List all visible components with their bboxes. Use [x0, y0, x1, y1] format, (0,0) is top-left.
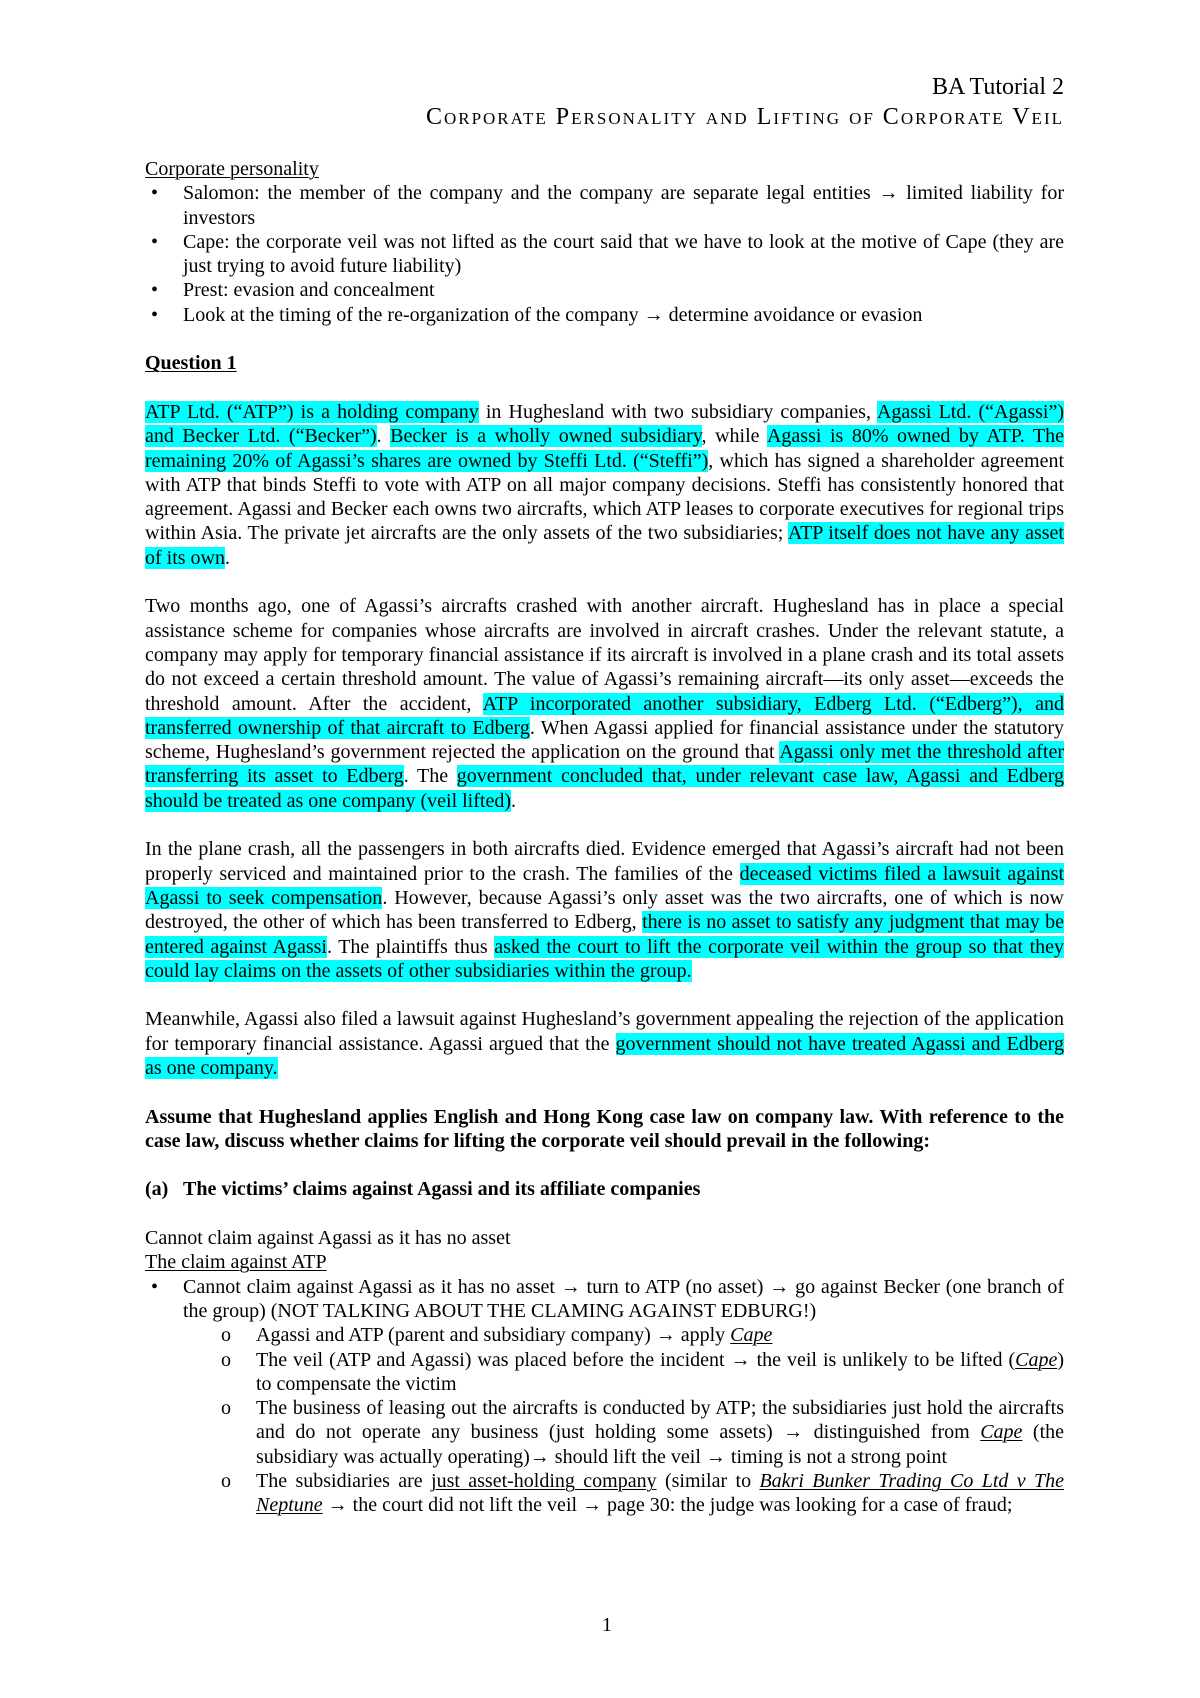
- bullet-item-prest: [145, 278, 1064, 302]
- highlighted-text: Agassi only met the threshold after transferring its asset to Edberg: [145, 741, 1064, 788]
- highlighted-text: government should not have treated Agassi and Edberg as one company.: [145, 1032, 1064, 1079]
- question-paragraph-3: [145, 837, 1064, 983]
- paragraph-text: .: [225, 546, 230, 569]
- page-number: 1: [602, 1614, 612, 1636]
- question-task: Assume that Hughesland applies English and Hong Kong case law on company law. With reference to the case law, discuss whether claims for lifting the corporate veil should prevail in the following:: [145, 1105, 1064, 1152]
- case-name: Cape: [1015, 1348, 1058, 1371]
- highlighted-text: there is no asset to satisfy any judgment that may be entered against Agassi: [145, 911, 1065, 958]
- underlined-phrase: just asset-holding company: [431, 1470, 657, 1493]
- document-header: [145, 73, 1064, 131]
- paragraph-text: . The plaintiffs thus: [327, 935, 495, 958]
- sub-point-text: ) to compensate the victim: [256, 1348, 1064, 1395]
- part-a-heading-text: The victims’ claims against Agassi and its affiliate companies: [183, 1178, 701, 1201]
- bullet-marker: •: [151, 182, 159, 205]
- bullet-text: Look at the timing of the re-organization of the company → determine avoidance or evasion: [183, 303, 923, 326]
- sub-point-text: The veil (ATP and Agassi) was placed before the incident → the veil is unlikely to be lifted (: [256, 1348, 1016, 1371]
- bullet-item-cape: [145, 230, 1064, 279]
- sub-bullet-marker: o: [221, 1348, 231, 1371]
- paragraph-text: . The: [403, 765, 457, 788]
- paragraph-text: Meanwhile, Agassi also filed a lawsuit against Hughesland’s government appealing the rejection of the application for temporary financial assistance. Agassi argued that the: [145, 1008, 1064, 1055]
- paragraph-text: .: [376, 425, 391, 448]
- sub-point-text: The business of leasing out the aircrafts is conducted by ATP; the subsidiaries just hold the aircrafts and do not operate any business (just holding some assets) → distinguished from: [256, 1397, 1064, 1444]
- bullet-text: Prest: evasion and concealment: [183, 279, 435, 302]
- section-heading-text: Corporate personality: [145, 158, 319, 180]
- sub-bullet-marker: o: [221, 1324, 231, 1347]
- bullet-text: Cannot claim against Agassi as it has no asset → turn to ATP (no asset) → go against Becker (one branch of the group) (NOT TALKING ABOUT THE CLAMING AGAINST EDBURG!): [183, 1275, 1064, 1322]
- question-1-section: [145, 351, 1064, 1153]
- highlighted-text: Becker is a wholly owned subsidiary: [390, 425, 702, 448]
- bullet-text: Cape: the corporate veil was not lifted as the court said that we have to look at the motive of Cape (they are just trying to avoid future liability): [183, 230, 1064, 278]
- sub-point-leasing-business: [183, 1396, 1064, 1469]
- sub-point-apply-cape: [183, 1323, 1064, 1347]
- bullet-item-timing: [145, 303, 1064, 327]
- case-name: Bakri Bunker Trading Co Ltd v The Neptune: [256, 1470, 1065, 1517]
- bullet-marker: •: [151, 279, 159, 302]
- highlighted-text: asked the court to lift the corporate veil within the group so that they could lay claims on the assets of other subsidiaries within the group.: [145, 935, 1065, 982]
- question-paragraph-2: [145, 594, 1064, 813]
- sub-point-text: (the subsidiary was actually operating)→ should lift the veil → timing is not a strong point: [256, 1421, 1064, 1468]
- sub-point-text: Agassi and ATP (parent and subsidiary company) → apply: [256, 1324, 731, 1347]
- paragraph-text: In the plane crash, all the passengers in both aircrafts died. Evidence emerged that Agassi’s aircraft had not been properly serviced and maintained prior to the crash. The families of the: [145, 838, 1064, 885]
- sub-point-text: The subsidiaries are: [256, 1470, 432, 1493]
- part-a-subheading: [145, 1250, 1064, 1274]
- part-a-subheading-text: The claim against ATP: [145, 1251, 327, 1274]
- paragraph-text: . However, because Agassi’s only asset was the two aircrafts, one of which is now destroyed, the other of which has been transferred to Edberg,: [145, 886, 1064, 934]
- corporate-personality-section: [145, 157, 1064, 327]
- corporate-personality-bullet-list: [145, 181, 1064, 327]
- paragraph-text: , while: [701, 425, 767, 448]
- sub-point-list: [183, 1323, 1064, 1517]
- document-title: BA Tutorial 2: [931, 74, 1064, 100]
- paragraph-text: in Hughesland with two subsidiary companies,: [478, 400, 877, 423]
- sub-point-text: → the court did not lift the veil → page 30: the judge was looking for a case of fraud;: [322, 1494, 1013, 1517]
- sub-bullet-marker: o: [221, 1397, 231, 1420]
- highlighted-text: ATP Ltd. (“ATP”) is a holding company: [145, 400, 479, 423]
- highlighted-text: Agassi is 80% owned by ATP. The remaining 20% of Agassi’s shares are owned by Steffi Ltd. (“Steffi”): [145, 425, 1064, 472]
- section-heading-corporate-personality: [145, 157, 1064, 181]
- highlighted-text: ATP itself does not have any asset of its own: [145, 522, 1064, 569]
- part-a-bullet-list: [145, 1275, 1064, 1518]
- bullet-item-claim-against-atp: [145, 1275, 1064, 1518]
- highlighted-text: deceased victims filed a lawsuit against Agassi to seek compensation: [145, 862, 1064, 909]
- highlighted-text: Agassi Ltd. (“Agassi”) and Becker Ltd. (“Becker”): [145, 400, 1064, 448]
- part-a-section: [145, 1177, 1064, 1517]
- paragraph-text: .: [511, 789, 516, 812]
- paragraph-text: . When Agassi applied for financial assistance under the statutory scheme, Hughesland’s government rejected the application on the ground that: [145, 716, 1064, 764]
- case-name: Cape: [980, 1421, 1023, 1444]
- part-a-label: (a): [145, 1178, 169, 1201]
- case-name: Cape: [730, 1324, 773, 1347]
- question-heading-text: Question 1: [145, 352, 237, 375]
- sub-point-text: (similar to: [656, 1470, 760, 1493]
- sub-bullet-marker: o: [221, 1470, 231, 1493]
- document-subtitle: Corporate Personality and Lifting of Corporate Veil: [425, 104, 1064, 130]
- bullet-item-salomon: [145, 181, 1064, 230]
- bullet-marker: •: [151, 1275, 159, 1298]
- sub-point-veil-placed-before: [183, 1348, 1064, 1397]
- highlighted-text: ATP incorporated another subsidiary, Edberg Ltd. (“Edberg”), and transferred ownership of that aircraft to Edberg: [145, 692, 1064, 739]
- bullet-text: Salomon: the member of the company and the company are separate legal entities → limited liability for investors: [183, 182, 1064, 229]
- question-paragraph-1: [145, 400, 1064, 570]
- paragraph-text: , which has signed a shareholder agreement with ATP that binds Steffi to vote with ATP on all major company decisions. Steffi has consistently honored that agreement. Agassi and Becker each owns two aircrafts, which ATP leases to corporate executives for regional trips within Asia. The private jet aircrafts are the only assets of the two subsidiaries;: [145, 449, 1064, 545]
- bullet-marker: •: [151, 303, 159, 326]
- paragraph-text: Two months ago, one of Agassi’s aircrafts crashed with another aircraft. Hughesland has in place a special assistance scheme for companies whose aircrafts are involved in aircraft crashes. Under the relevant statute, a company may apply for temporary financial assistance if its aircraft is involved in a plane crash and its total assets do not exceed a certain threshold amount. The value of Agassi’s remaining aircraft—its only asset—exceeds the threshold amount. After the accident,: [145, 595, 1064, 715]
- part-a-intro: Cannot claim against Agassi as it has no asset: [145, 1227, 511, 1250]
- question-paragraph-4: [145, 1007, 1064, 1080]
- part-a-heading: [145, 1177, 1064, 1201]
- highlighted-text: government concluded that, under relevant case law, Agassi and Edberg should be treated as one company (veil lifted): [145, 765, 1065, 812]
- sub-point-asset-holding: [183, 1469, 1064, 1518]
- bullet-marker: •: [151, 230, 159, 253]
- question-heading: [145, 351, 1064, 375]
